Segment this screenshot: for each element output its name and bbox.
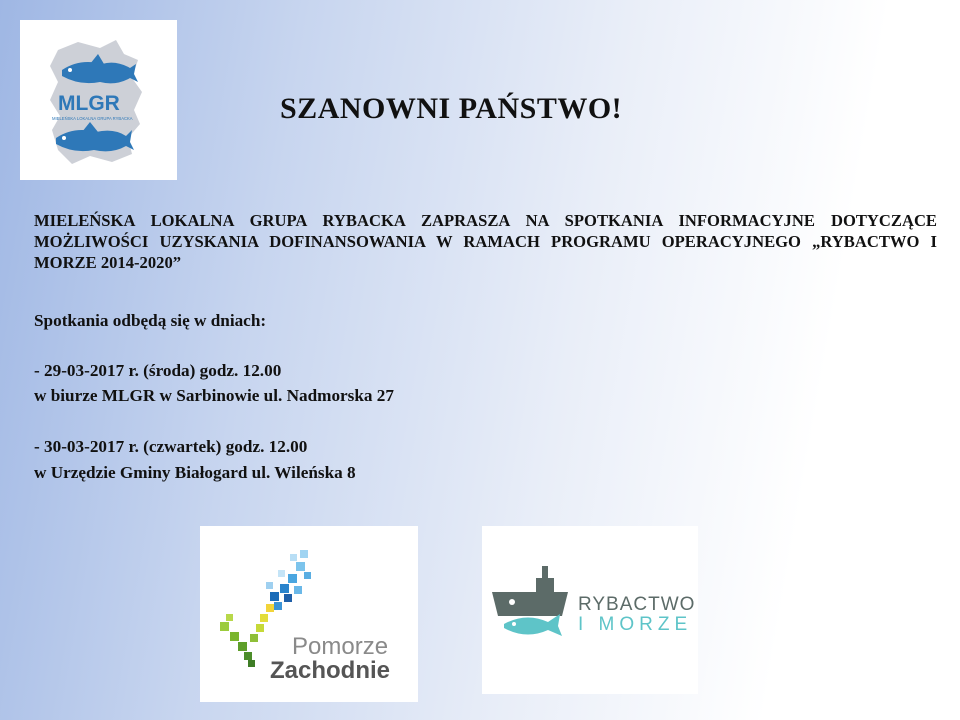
meeting-1-place: w biurze MLGR w Sarbinowie ul. Nadmorska 27 (34, 386, 394, 405)
rybactwo-line2: I MORZE (578, 614, 693, 635)
fish-map-icon (20, 20, 177, 180)
pomorze-line2: Zachodnie (270, 657, 391, 684)
rybactwo-line1: RYBACTWO (578, 594, 696, 615)
meetings-subtitle: Spotkania odbędą się w dniach: (34, 311, 267, 330)
rybactwo-i-morze-logo (482, 526, 698, 694)
meeting-1-date: - 29-03-2017 r. (środa) godz. 12.00 (34, 361, 282, 380)
mlgr-logo (20, 20, 177, 180)
meeting-2-place: w Urzędzie Gminy Białogard ul. Wileńska 8 (34, 463, 356, 482)
checkmark-mosaic-icon (200, 526, 418, 702)
page-title: SZANOWNI PAŃSTWO! (280, 92, 623, 125)
boat-fish-icon (482, 526, 698, 694)
pomorze-line1: Pomorze (292, 633, 389, 660)
mlgr-full-name: MIELEŃSKA LOKALNA GRUPA RYBACKA (52, 116, 133, 121)
pomorze-zachodnie-logo (200, 526, 418, 702)
meeting-2-date: - 30-03-2017 r. (czwartek) godz. 12.00 (34, 437, 308, 456)
mlgr-acronym: MLGR (58, 92, 120, 115)
invitation-intro: MIELEŃSKA LOKALNA GRUPA RYBACKA ZAPRASZA NA SPOTKANIA INFORMACYJNE DOTYCZĄCE MOŻLIWOŚCI UZYSKANIA DOFINANSOWANIA W RAMACH PROGRAMU OPERACYJNEGO „RYBACTWO I MORZE 2014-2020” (34, 211, 937, 272)
